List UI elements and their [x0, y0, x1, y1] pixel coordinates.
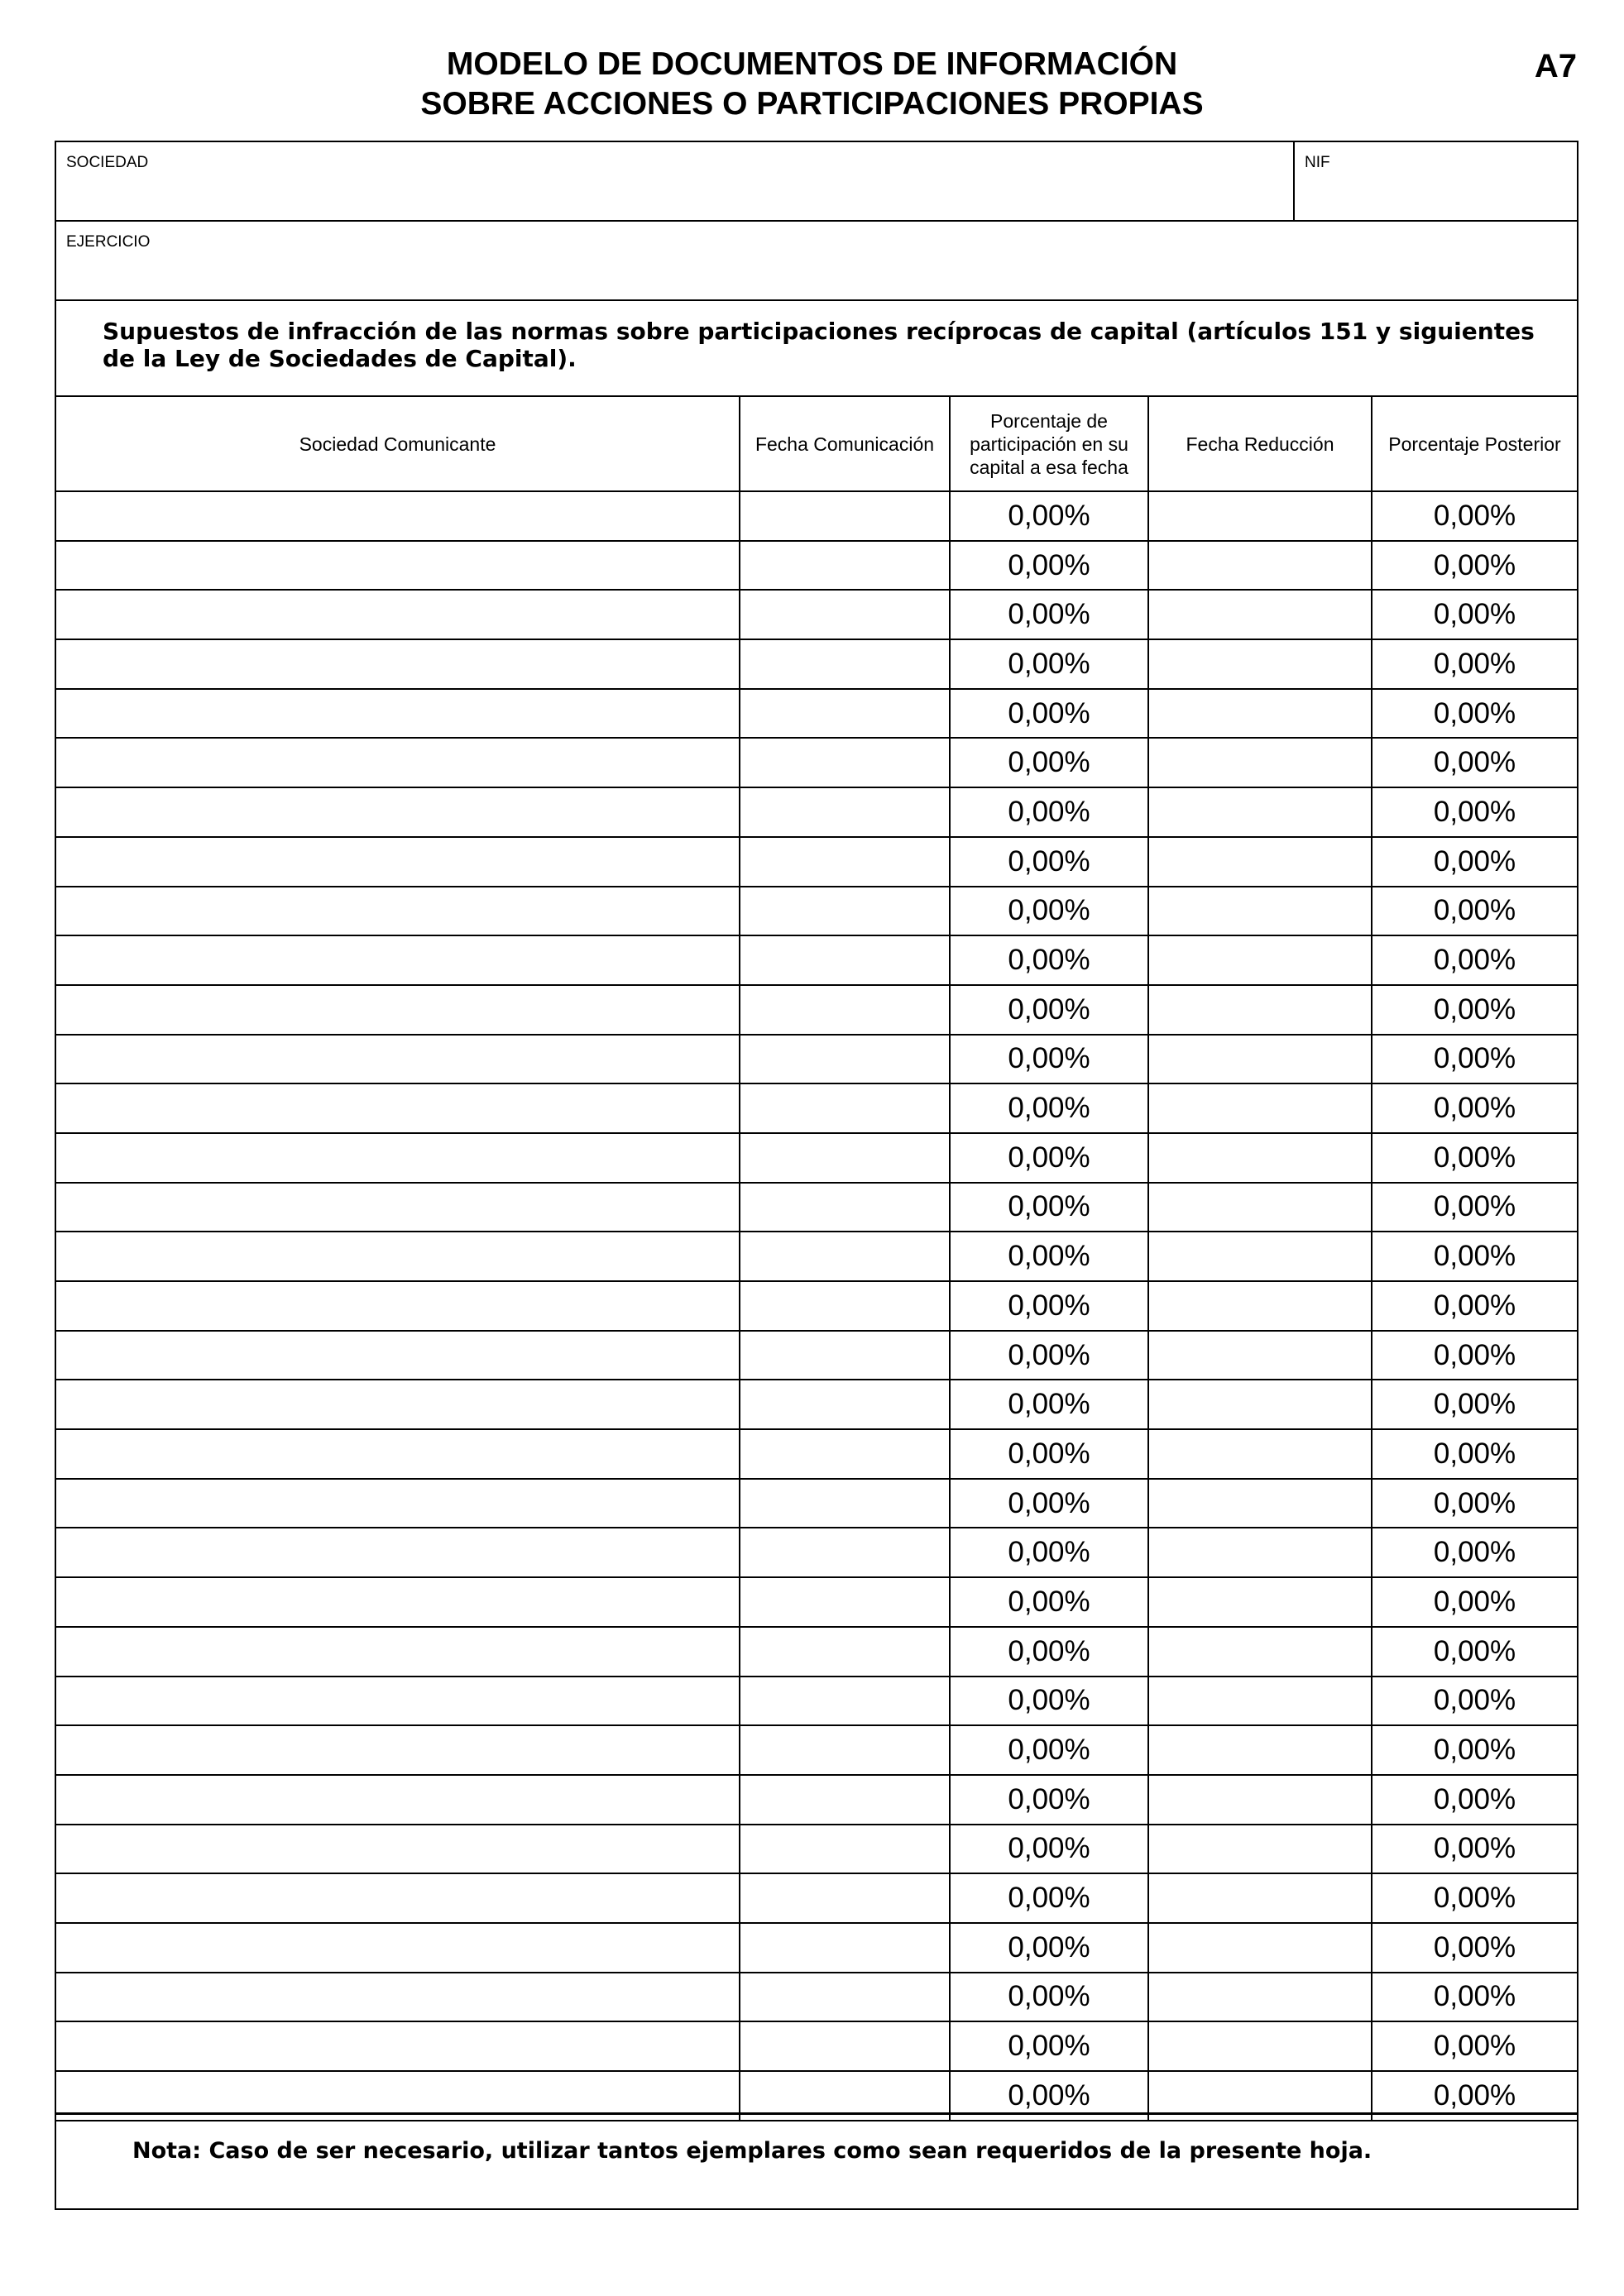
- porcentaje-posterior-cell[interactable]: 0,00%: [1372, 1627, 1577, 1677]
- porcentaje-participacion-cell[interactable]: 0,00%: [950, 1232, 1148, 1281]
- fecha-comunicacion-cell[interactable]: [740, 1281, 950, 1331]
- fecha-comunicacion-cell[interactable]: [740, 1825, 950, 1874]
- participations-table: [56, 395, 1577, 2121]
- table-row: [56, 1528, 1577, 1577]
- sociedad-comunicante-cell[interactable]: [56, 1528, 740, 1577]
- fecha-reduccion-cell[interactable]: [1148, 689, 1372, 739]
- table-row: [56, 837, 1577, 887]
- fecha-comunicacion-cell[interactable]: [740, 1479, 950, 1528]
- sociedad-comunicante-cell[interactable]: [56, 1331, 740, 1380]
- sociedad-comunicante-cell[interactable]: [56, 1183, 740, 1232]
- fecha-reduccion-cell[interactable]: [1148, 787, 1372, 837]
- porcentaje-participacion-cell[interactable]: 0,00%: [950, 1825, 1148, 1874]
- sociedad-comunicante-cell[interactable]: [56, 1429, 740, 1479]
- fecha-reduccion-cell[interactable]: [1148, 1183, 1372, 1232]
- porcentaje-participacion-cell[interactable]: 0,00%: [950, 1183, 1148, 1232]
- form-frame: [55, 141, 1578, 2210]
- porcentaje-participacion-cell[interactable]: 0,00%: [950, 1923, 1148, 1973]
- porcentaje-participacion-cell[interactable]: 0,00%: [950, 1380, 1148, 1429]
- porcentaje-participacion-cell[interactable]: 0,00%: [950, 689, 1148, 739]
- sociedad-comunicante-cell[interactable]: [56, 738, 740, 787]
- porcentaje-posterior-cell[interactable]: 0,00%: [1372, 1281, 1577, 1331]
- porcentaje-posterior-cell[interactable]: 0,00%: [1372, 1973, 1577, 2022]
- title-line-2: SOBRE ACCIONES O PARTICIPACIONES PROPIAS: [420, 86, 1204, 122]
- sociedad-comunicante-cell[interactable]: [56, 1775, 740, 1825]
- fecha-reduccion-cell[interactable]: [1148, 1281, 1372, 1331]
- table-row: [56, 1183, 1577, 1232]
- table-row: [56, 1479, 1577, 1528]
- fecha-reduccion-cell[interactable]: [1148, 1825, 1372, 1874]
- porcentaje-posterior-cell[interactable]: 0,00%: [1372, 1825, 1577, 1874]
- fecha-reduccion-cell[interactable]: [1148, 1775, 1372, 1825]
- column-header-porcentaje-posterior: Porcentaje Posterior: [1372, 396, 1577, 491]
- porcentaje-participacion-cell[interactable]: 0,00%: [950, 1331, 1148, 1380]
- table-row: [56, 738, 1577, 787]
- fecha-reduccion-cell[interactable]: [1148, 887, 1372, 936]
- fecha-comunicacion-cell[interactable]: [740, 689, 950, 739]
- sociedad-comunicante-cell[interactable]: [56, 491, 740, 541]
- porcentaje-participacion-cell[interactable]: 0,00%: [950, 1479, 1148, 1528]
- table-row: [56, 639, 1577, 689]
- fecha-comunicacion-cell[interactable]: [740, 1873, 950, 1923]
- sociedad-comunicante-cell[interactable]: [56, 1627, 740, 1677]
- fecha-comunicacion-cell[interactable]: [740, 935, 950, 985]
- fecha-comunicacion-cell[interactable]: [740, 2021, 950, 2071]
- table-row: [56, 1775, 1577, 1825]
- sociedad-label: SOCIEDAD: [66, 154, 149, 171]
- porcentaje-posterior-cell[interactable]: 0,00%: [1372, 738, 1577, 787]
- porcentaje-posterior-cell[interactable]: 0,00%: [1372, 1183, 1577, 1232]
- sociedad-comunicante-cell[interactable]: [56, 1479, 740, 1528]
- porcentaje-posterior-cell[interactable]: 0,00%: [1372, 1923, 1577, 1973]
- fecha-comunicacion-cell[interactable]: [740, 1133, 950, 1183]
- porcentaje-participacion-cell[interactable]: 0,00%: [950, 590, 1148, 639]
- fecha-comunicacion-cell[interactable]: [740, 887, 950, 936]
- fecha-comunicacion-cell[interactable]: [740, 738, 950, 787]
- porcentaje-participacion-cell[interactable]: 0,00%: [950, 837, 1148, 887]
- porcentaje-participacion-cell[interactable]: 0,00%: [950, 639, 1148, 689]
- porcentaje-posterior-cell[interactable]: 0,00%: [1372, 1479, 1577, 1528]
- column-header-fecha-reduccion: Fecha Reducción: [1148, 396, 1372, 491]
- porcentaje-participacion-cell[interactable]: 0,00%: [950, 1627, 1148, 1677]
- fecha-comunicacion-cell[interactable]: [740, 639, 950, 689]
- porcentaje-participacion-cell[interactable]: 0,00%: [950, 1577, 1148, 1627]
- porcentaje-participacion-cell[interactable]: 0,00%: [950, 1083, 1148, 1133]
- porcentaje-posterior-cell[interactable]: 0,00%: [1372, 689, 1577, 739]
- ejercicio-field[interactable]: [56, 222, 1577, 301]
- porcentaje-posterior-cell[interactable]: 0,00%: [1372, 887, 1577, 936]
- sociedad-field[interactable]: [56, 142, 1295, 220]
- fecha-reduccion-cell[interactable]: [1148, 1677, 1372, 1726]
- fecha-reduccion-cell[interactable]: [1148, 1035, 1372, 1084]
- table-row: [56, 1133, 1577, 1183]
- fecha-comunicacion-cell[interactable]: [740, 1331, 950, 1380]
- fecha-reduccion-cell[interactable]: [1148, 1725, 1372, 1775]
- sociedad-comunicante-cell[interactable]: [56, 1873, 740, 1923]
- fecha-comunicacion-cell[interactable]: [740, 1677, 950, 1726]
- fecha-comunicacion-cell[interactable]: [740, 541, 950, 591]
- table-row: [56, 1923, 1577, 1973]
- fecha-reduccion-cell[interactable]: [1148, 1232, 1372, 1281]
- fecha-reduccion-cell[interactable]: [1148, 1331, 1372, 1380]
- porcentaje-posterior-cell[interactable]: 0,00%: [1372, 1677, 1577, 1726]
- table-row: [56, 935, 1577, 985]
- porcentaje-posterior-cell[interactable]: 0,00%: [1372, 1380, 1577, 1429]
- table-row: [56, 1083, 1577, 1133]
- porcentaje-participacion-cell[interactable]: 0,00%: [950, 1133, 1148, 1183]
- table-row: [56, 985, 1577, 1035]
- table-row: [56, 1873, 1577, 1923]
- fecha-reduccion-cell[interactable]: [1148, 985, 1372, 1035]
- title-line-1: MODELO DE DOCUMENTOS DE INFORMACIÓN: [446, 46, 1178, 82]
- table-row: [56, 541, 1577, 591]
- fecha-comunicacion-cell[interactable]: [740, 1429, 950, 1479]
- fecha-reduccion-cell[interactable]: [1148, 639, 1372, 689]
- sociedad-comunicante-cell[interactable]: [56, 639, 740, 689]
- porcentaje-posterior-cell[interactable]: 0,00%: [1372, 1429, 1577, 1479]
- fecha-reduccion-cell[interactable]: [1148, 738, 1372, 787]
- table-row: [56, 1035, 1577, 1084]
- porcentaje-posterior-cell[interactable]: 0,00%: [1372, 985, 1577, 1035]
- table-row: [56, 689, 1577, 739]
- sociedad-comunicante-cell[interactable]: [56, 2021, 740, 2071]
- sociedad-comunicante-cell[interactable]: [56, 1083, 740, 1133]
- table-row: [56, 1627, 1577, 1677]
- table-row: [56, 1725, 1577, 1775]
- fecha-comunicacion-cell[interactable]: [740, 1380, 950, 1429]
- porcentaje-posterior-cell[interactable]: 0,00%: [1372, 1083, 1577, 1133]
- porcentaje-participacion-cell[interactable]: 0,00%: [950, 935, 1148, 985]
- porcentaje-participacion-cell[interactable]: 0,00%: [950, 1035, 1148, 1084]
- porcentaje-participacion-cell[interactable]: 0,00%: [950, 491, 1148, 541]
- porcentaje-posterior-cell[interactable]: 0,00%: [1372, 590, 1577, 639]
- table-row: [56, 1825, 1577, 1874]
- fecha-comunicacion-cell[interactable]: [740, 837, 950, 887]
- table-row: [56, 887, 1577, 936]
- sociedad-comunicante-cell[interactable]: [56, 1725, 740, 1775]
- sociedad-comunicante-cell[interactable]: [56, 1923, 740, 1973]
- sociedad-comunicante-cell[interactable]: [56, 985, 740, 1035]
- fecha-comunicacion-cell[interactable]: [740, 1083, 950, 1133]
- fecha-reduccion-cell[interactable]: [1148, 1083, 1372, 1133]
- porcentaje-posterior-cell[interactable]: 0,00%: [1372, 1528, 1577, 1577]
- fecha-reduccion-cell[interactable]: [1148, 541, 1372, 591]
- fecha-comunicacion-cell[interactable]: [740, 1725, 950, 1775]
- sociedad-comunicante-cell[interactable]: [56, 1577, 740, 1627]
- sociedad-comunicante-cell[interactable]: [56, 1232, 740, 1281]
- fecha-comunicacion-cell[interactable]: [740, 590, 950, 639]
- porcentaje-participacion-cell[interactable]: 0,00%: [950, 2021, 1148, 2071]
- porcentaje-posterior-cell[interactable]: 0,00%: [1372, 787, 1577, 837]
- fecha-comunicacion-cell[interactable]: [740, 1775, 950, 1825]
- sociedad-comunicante-cell[interactable]: [56, 1281, 740, 1331]
- table-row: [56, 1677, 1577, 1726]
- porcentaje-posterior-cell[interactable]: 0,00%: [1372, 2071, 1577, 2121]
- porcentaje-posterior-cell[interactable]: 0,00%: [1372, 639, 1577, 689]
- fecha-reduccion-cell[interactable]: [1148, 935, 1372, 985]
- fecha-reduccion-cell[interactable]: [1148, 1577, 1372, 1627]
- table-row: [56, 590, 1577, 639]
- fecha-reduccion-cell[interactable]: [1148, 491, 1372, 541]
- porcentaje-participacion-cell[interactable]: 0,00%: [950, 1429, 1148, 1479]
- porcentaje-participacion-cell[interactable]: 0,00%: [950, 1775, 1148, 1825]
- porcentaje-posterior-cell[interactable]: 0,00%: [1372, 1035, 1577, 1084]
- porcentaje-participacion-cell[interactable]: 0,00%: [950, 738, 1148, 787]
- sociedad-comunicante-cell[interactable]: [56, 887, 740, 936]
- fecha-reduccion-cell[interactable]: [1148, 1429, 1372, 1479]
- column-header-fecha-comunicacion: Fecha Comunicación: [740, 396, 950, 491]
- sociedad-comunicante-cell[interactable]: [56, 1380, 740, 1429]
- porcentaje-participacion-cell[interactable]: 0,00%: [950, 1528, 1148, 1577]
- porcentaje-participacion-cell[interactable]: 0,00%: [950, 1281, 1148, 1331]
- nif-label: NIF: [1305, 154, 1330, 171]
- table-row: [56, 2021, 1577, 2071]
- sociedad-comunicante-cell[interactable]: [56, 541, 740, 591]
- table-row: [56, 491, 1577, 541]
- table-row: [56, 787, 1577, 837]
- porcentaje-posterior-cell[interactable]: 0,00%: [1372, 837, 1577, 887]
- fecha-reduccion-cell[interactable]: [1148, 1627, 1372, 1677]
- sociedad-comunicante-cell[interactable]: [56, 1035, 740, 1084]
- table-row: [56, 1380, 1577, 1429]
- fecha-reduccion-cell[interactable]: [1148, 1873, 1372, 1923]
- fecha-comunicacion-cell[interactable]: [740, 1627, 950, 1677]
- sociedad-comunicante-cell[interactable]: [56, 935, 740, 985]
- form-code: A7: [1534, 48, 1577, 84]
- ejercicio-label: EJERCICIO: [66, 233, 151, 251]
- porcentaje-posterior-cell[interactable]: 0,00%: [1372, 2021, 1577, 2071]
- porcentaje-posterior-cell[interactable]: 0,00%: [1372, 1725, 1577, 1775]
- fecha-reduccion-cell[interactable]: [1148, 1380, 1372, 1429]
- page-title: [0, 45, 1624, 124]
- fecha-reduccion-cell[interactable]: [1148, 1528, 1372, 1577]
- fecha-reduccion-cell[interactable]: [1148, 590, 1372, 639]
- table-row: [56, 1281, 1577, 1331]
- fecha-reduccion-cell[interactable]: [1148, 1479, 1372, 1528]
- sociedad-row: [56, 142, 1577, 222]
- porcentaje-participacion-cell[interactable]: 0,00%: [950, 1677, 1148, 1726]
- sociedad-comunicante-cell[interactable]: [56, 689, 740, 739]
- column-header-sociedad-comunicante: Sociedad Comunicante: [56, 396, 740, 491]
- porcentaje-posterior-cell[interactable]: 0,00%: [1372, 491, 1577, 541]
- fecha-comunicacion-cell[interactable]: [740, 491, 950, 541]
- column-header-porcentaje-participacion: Porcentaje de participación en su capital a esa fecha: [950, 396, 1148, 491]
- porcentaje-participacion-cell[interactable]: 0,00%: [950, 887, 1148, 936]
- porcentaje-participacion-cell[interactable]: 0,00%: [950, 787, 1148, 837]
- fecha-reduccion-cell[interactable]: [1148, 2021, 1372, 2071]
- fecha-comunicacion-cell[interactable]: [740, 1528, 950, 1577]
- fecha-comunicacion-cell[interactable]: [740, 1035, 950, 1084]
- fecha-reduccion-cell[interactable]: [1148, 1923, 1372, 1973]
- fecha-reduccion-cell[interactable]: [1148, 1133, 1372, 1183]
- sociedad-comunicante-cell[interactable]: [56, 1825, 740, 1874]
- porcentaje-posterior-cell[interactable]: 0,00%: [1372, 541, 1577, 591]
- sociedad-comunicante-cell[interactable]: [56, 1133, 740, 1183]
- porcentaje-participacion-cell[interactable]: 0,00%: [950, 1873, 1148, 1923]
- fecha-reduccion-cell[interactable]: [1148, 1973, 1372, 2022]
- fecha-reduccion-cell[interactable]: [1148, 837, 1372, 887]
- sociedad-comunicante-cell[interactable]: [56, 1677, 740, 1726]
- porcentaje-posterior-cell[interactable]: 0,00%: [1372, 1577, 1577, 1627]
- fecha-comunicacion-cell[interactable]: [740, 985, 950, 1035]
- sociedad-comunicante-cell[interactable]: [56, 787, 740, 837]
- table-header-row: [56, 396, 1577, 491]
- sociedad-comunicante-cell[interactable]: [56, 837, 740, 887]
- note-divider: [56, 2112, 1577, 2115]
- porcentaje-participacion-cell[interactable]: 0,00%: [950, 541, 1148, 591]
- table-row: [56, 1973, 1577, 2022]
- sociedad-comunicante-cell[interactable]: [56, 590, 740, 639]
- nif-field[interactable]: [1295, 142, 1577, 220]
- footer-note: Nota: Caso de ser necesario, utilizar tantos ejemplares como sean requeridos de la presente hoja.: [132, 2138, 1372, 2164]
- porcentaje-participacion-cell[interactable]: 0,00%: [950, 985, 1148, 1035]
- porcentaje-posterior-cell[interactable]: 0,00%: [1372, 1232, 1577, 1281]
- porcentaje-posterior-cell[interactable]: 0,00%: [1372, 1873, 1577, 1923]
- porcentaje-posterior-cell[interactable]: 0,00%: [1372, 1133, 1577, 1183]
- table-row: [56, 1232, 1577, 1281]
- porcentaje-posterior-cell[interactable]: 0,00%: [1372, 1331, 1577, 1380]
- table-row: [56, 1429, 1577, 1479]
- fecha-comunicacion-cell[interactable]: [740, 1183, 950, 1232]
- fecha-comunicacion-cell[interactable]: [740, 1973, 950, 2022]
- sociedad-comunicante-cell[interactable]: [56, 1973, 740, 2022]
- table-row: [56, 1331, 1577, 1380]
- fecha-comunicacion-cell[interactable]: [740, 1923, 950, 1973]
- porcentaje-participacion-cell[interactable]: 0,00%: [950, 2071, 1148, 2121]
- porcentaje-participacion-cell[interactable]: 0,00%: [950, 1725, 1148, 1775]
- fecha-comunicacion-cell[interactable]: [740, 1577, 950, 1627]
- porcentaje-posterior-cell[interactable]: 0,00%: [1372, 935, 1577, 985]
- porcentaje-posterior-cell[interactable]: 0,00%: [1372, 1775, 1577, 1825]
- fecha-comunicacion-cell[interactable]: [740, 787, 950, 837]
- fecha-comunicacion-cell[interactable]: [740, 1232, 950, 1281]
- porcentaje-participacion-cell[interactable]: 0,00%: [950, 1973, 1148, 2022]
- table-row: [56, 1577, 1577, 1627]
- section-heading: Supuestos de infracción de las normas sobre participaciones recíprocas de capital (artículos 151 y siguientes de la Ley de Sociedades de Capital).: [103, 318, 1535, 372]
